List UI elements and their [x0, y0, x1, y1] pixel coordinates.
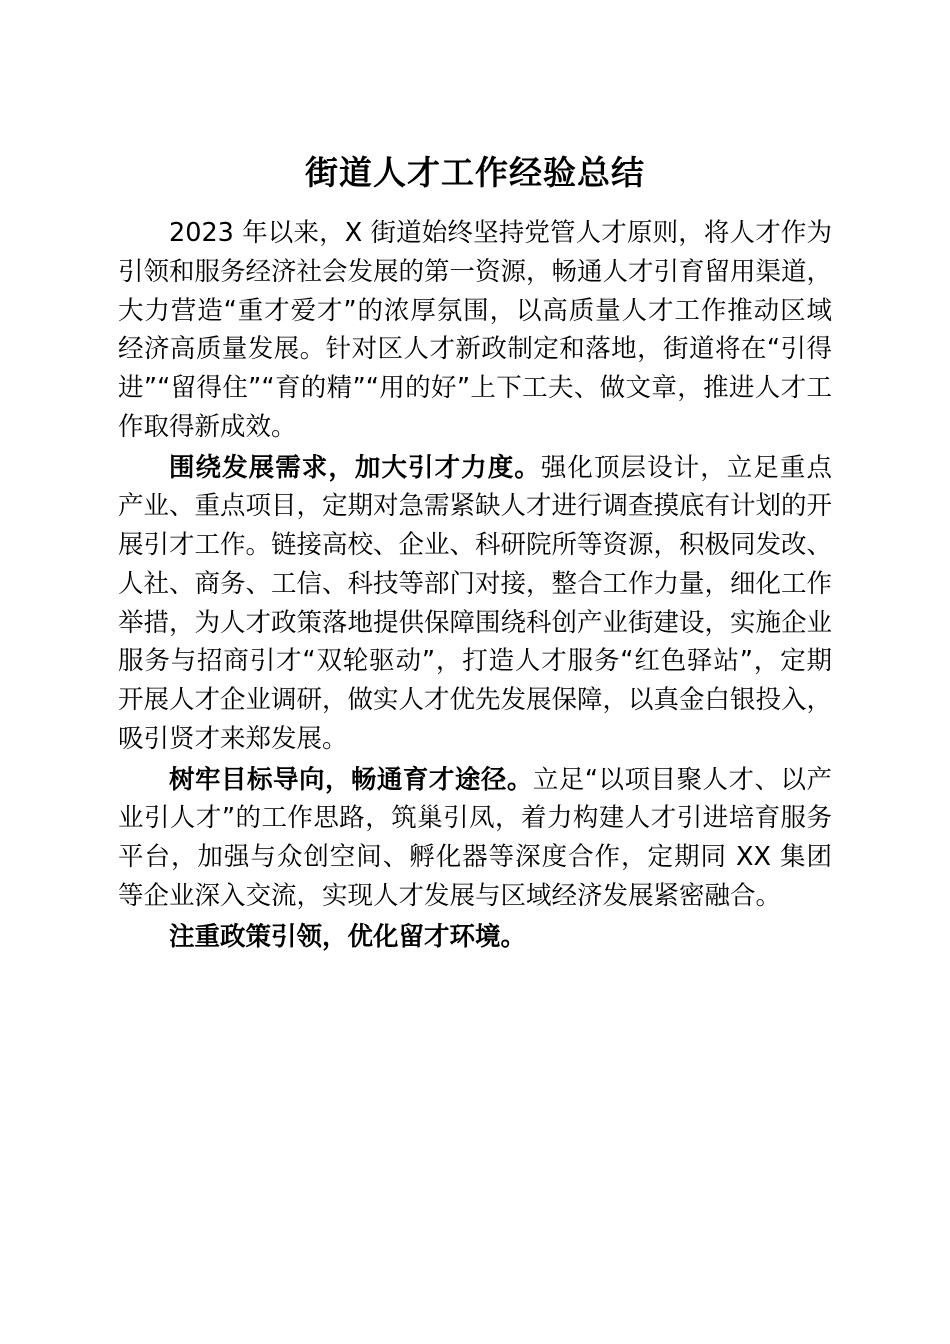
paragraph-2 [118, 449, 832, 759]
paragraph-4 [118, 918, 832, 957]
page-title: 街道人才工作经验总结 [305, 153, 645, 192]
paragraph-3-lead: 树牢目标导向，畅通育才途径。 [169, 764, 533, 795]
paragraph-4-lead: 注重政策引领，优化留才环境。 [169, 921, 527, 952]
paragraph-3 [118, 761, 832, 916]
paragraph-2-text: 强化顶层设计，立足重点产业、重点项目，定期对急需紧缺人才进行调查摸底有计划的开展引才工作。链接高校、企业、科研院所等资源，积极同发改、人社、商务、工信、科技等部门对接，整合工作力量，细化工作举措，为人才政策落地提供保障围绕科创产业街建设，实施企业服务与招商引才“双轮驱动”，打造人才服务“红色驿站”，定期开展人才企业调研，做实人才优先发展保障，以真金白银投入，吸引贤才来郑发展。 [118, 452, 833, 754]
paragraph-1 [118, 214, 832, 447]
paragraph-2-lead: 围绕发展需求，加大引才力度。 [169, 452, 541, 483]
paragraph-3-text: 立足“以项目聚人才、以产业引人才”的工作思路，筑巢引凤，着力构建人才引进培育服务平台，加强与众创空间、孵化器等深度合作，定期同 XX 集团等企业深入交流，实现人才发展与区域经济发展紧密融合。 [118, 764, 832, 911]
paragraph-1-text: 2023 年以来，X 街道始终坚持党管人才原则，将人才作为引领和服务经济社会发展的第一资源，畅通人才引育留用渠道，大力营造“重才爱才”的浓厚氛围，以高质量人才工作推动区域经济高质量发展。针对区人才新政制定和落地，街道将在“引得进”“留得住”“育的精”“用的好”上下工夫、做文章，推进人才工作取得新成效。 [118, 218, 833, 442]
